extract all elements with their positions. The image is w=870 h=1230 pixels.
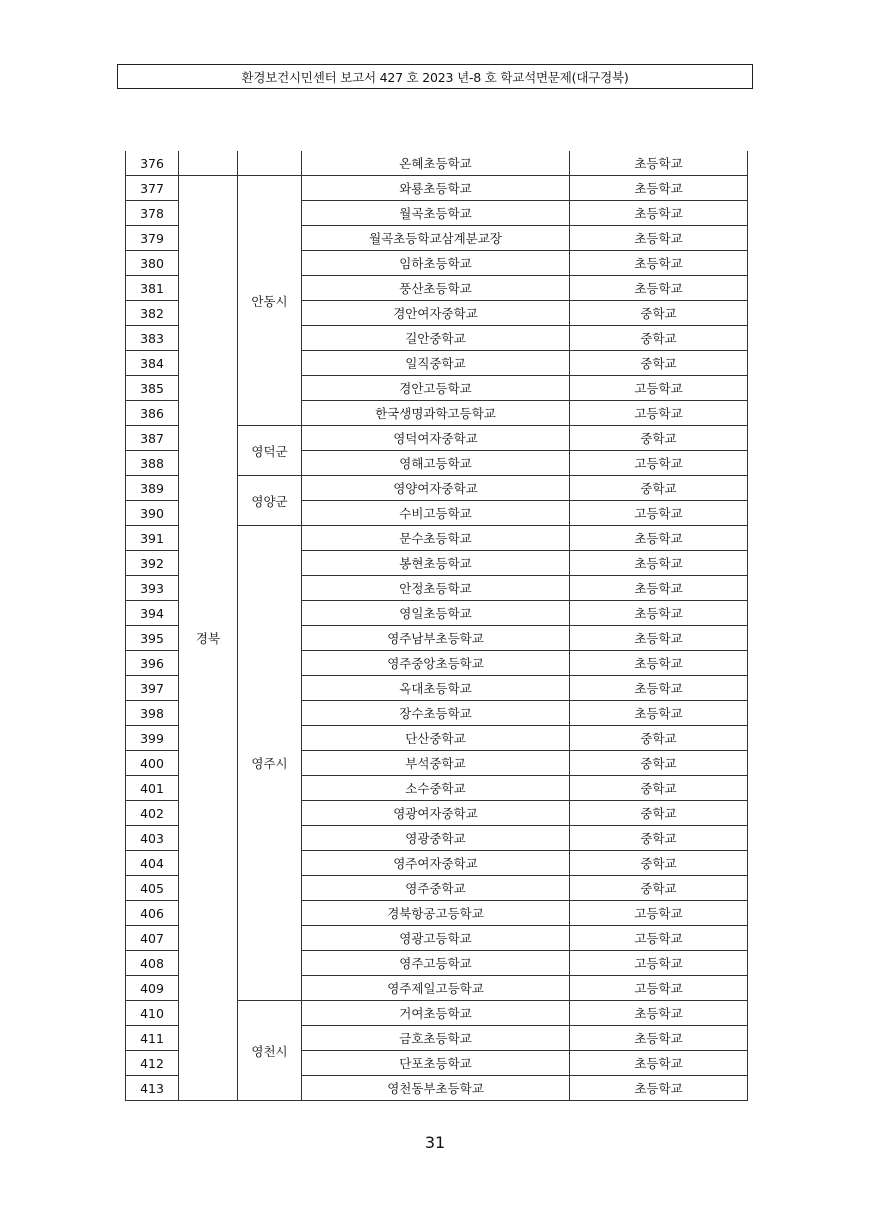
row-number: 388: [126, 451, 179, 476]
school-type: 초등학교: [570, 176, 748, 201]
row-number: 383: [126, 326, 179, 351]
row-number: 406: [126, 901, 179, 926]
row-number: 382: [126, 301, 179, 326]
school-type: 고등학교: [570, 951, 748, 976]
school-type: 초등학교: [570, 601, 748, 626]
row-number: 394: [126, 601, 179, 626]
school-name: 영덕여자중학교: [302, 426, 570, 451]
row-number: 401: [126, 776, 179, 801]
school-type: 초등학교: [570, 276, 748, 301]
school-name: 영광중학교: [302, 826, 570, 851]
school-type: 초등학교: [570, 226, 748, 251]
school-name: 와룡초등학교: [302, 176, 570, 201]
row-number: 387: [126, 426, 179, 451]
school-type: 초등학교: [570, 1051, 748, 1076]
school-type: 중학교: [570, 851, 748, 876]
school-type: 초등학교: [570, 676, 748, 701]
school-name: 경북항공고등학교: [302, 901, 570, 926]
school-name: 수비고등학교: [302, 501, 570, 526]
school-name: 일직중학교: [302, 351, 570, 376]
district-cell: 안동시: [238, 176, 302, 426]
school-name: 단포초등학교: [302, 1051, 570, 1076]
report-title: 환경보건시민센터 보고서 427 호 2023 년-8 호 학교석면문제(대구경북): [241, 69, 629, 85]
table-row: [126, 151, 748, 176]
row-number: 380: [126, 251, 179, 276]
school-type: 초등학교: [570, 1076, 748, 1101]
district-cell: 영덕군: [238, 426, 302, 476]
row-number: 403: [126, 826, 179, 851]
row-number: 381: [126, 276, 179, 301]
row-number: 385: [126, 376, 179, 401]
school-type: 초등학교: [570, 626, 748, 651]
row-number: 411: [126, 1026, 179, 1051]
row-number: 384: [126, 351, 179, 376]
school-name: 월곡초등학교: [302, 201, 570, 226]
school-type: 초등학교: [570, 1001, 748, 1026]
row-number: 405: [126, 876, 179, 901]
row-number: 400: [126, 751, 179, 776]
school-type: 고등학교: [570, 451, 748, 476]
row-number: 389: [126, 476, 179, 501]
row-number: 393: [126, 576, 179, 601]
school-name: 영주중앙초등학교: [302, 651, 570, 676]
school-name: 장수초등학교: [302, 701, 570, 726]
school-type: 중학교: [570, 876, 748, 901]
school-name: 영일초등학교: [302, 601, 570, 626]
row-number: 409: [126, 976, 179, 1001]
school-name: 풍산초등학교: [302, 276, 570, 301]
school-name: 영주고등학교: [302, 951, 570, 976]
school-type: 고등학교: [570, 901, 748, 926]
school-name: 경안고등학교: [302, 376, 570, 401]
school-name: 영천동부초등학교: [302, 1076, 570, 1101]
school-name: 단산중학교: [302, 726, 570, 751]
school-name: 부석중학교: [302, 751, 570, 776]
school-type: 중학교: [570, 726, 748, 751]
school-name: 옥대초등학교: [302, 676, 570, 701]
row-number: 408: [126, 951, 179, 976]
school-type: 중학교: [570, 426, 748, 451]
school-type: 초등학교: [570, 701, 748, 726]
district-cell: 영양군: [238, 476, 302, 526]
page-number: 31: [424, 1133, 446, 1152]
row-number: 392: [126, 551, 179, 576]
school-type: 중학교: [570, 826, 748, 851]
school-type: 초등학교: [570, 551, 748, 576]
row-number: 404: [126, 851, 179, 876]
row-number: 397: [126, 676, 179, 701]
school-type: 초등학교: [570, 1026, 748, 1051]
row-number: 379: [126, 226, 179, 251]
school-name: 온혜초등학교: [302, 151, 570, 176]
region-cell-empty: [179, 151, 238, 176]
school-type: 중학교: [570, 301, 748, 326]
school-name: 영주남부초등학교: [302, 626, 570, 651]
school-name: 영양여자중학교: [302, 476, 570, 501]
school-type: 고등학교: [570, 926, 748, 951]
row-number: 396: [126, 651, 179, 676]
school-type: 초등학교: [570, 151, 748, 176]
school-type: 초등학교: [570, 526, 748, 551]
school-type: 고등학교: [570, 501, 748, 526]
row-number: 410: [126, 1001, 179, 1026]
school-name: 금호초등학교: [302, 1026, 570, 1051]
school-name: 영주여자중학교: [302, 851, 570, 876]
school-type: 중학교: [570, 476, 748, 501]
school-name: 거여초등학교: [302, 1001, 570, 1026]
school-name: 안정초등학교: [302, 576, 570, 601]
row-number: 412: [126, 1051, 179, 1076]
school-type: 중학교: [570, 326, 748, 351]
school-name: 영주제일고등학교: [302, 976, 570, 1001]
school-type: 초등학교: [570, 651, 748, 676]
school-type: 중학교: [570, 776, 748, 801]
school-name: 영주중학교: [302, 876, 570, 901]
school-name: 봉현초등학교: [302, 551, 570, 576]
school-type: 고등학교: [570, 376, 748, 401]
school-name: 영해고등학교: [302, 451, 570, 476]
school-type: 중학교: [570, 801, 748, 826]
school-name: 경안여자중학교: [302, 301, 570, 326]
row-number: 378: [126, 201, 179, 226]
district-cell: 영주시: [238, 526, 302, 1001]
school-type: 고등학교: [570, 976, 748, 1001]
school-name: 영광고등학교: [302, 926, 570, 951]
school-type: 초등학교: [570, 251, 748, 276]
school-type: 초등학교: [570, 576, 748, 601]
school-list-table: [125, 151, 748, 1101]
school-name: 길안중학교: [302, 326, 570, 351]
school-name: 한국생명과학고등학교: [302, 401, 570, 426]
report-header: [117, 64, 753, 89]
school-name: 월곡초등학교삼계분교장: [302, 226, 570, 251]
school-type: 중학교: [570, 751, 748, 776]
row-number: 391: [126, 526, 179, 551]
school-name: 영광여자중학교: [302, 801, 570, 826]
row-number: 386: [126, 401, 179, 426]
school-name: 소수중학교: [302, 776, 570, 801]
school-type: 고등학교: [570, 401, 748, 426]
school-table-body: [126, 151, 748, 1101]
row-number: 395: [126, 626, 179, 651]
row-number: 413: [126, 1076, 179, 1101]
school-name: 임하초등학교: [302, 251, 570, 276]
table-row: [126, 176, 748, 201]
row-number: 407: [126, 926, 179, 951]
school-type: 초등학교: [570, 201, 748, 226]
district-cell: 영천시: [238, 1001, 302, 1101]
row-number: 390: [126, 501, 179, 526]
row-number: 398: [126, 701, 179, 726]
school-name: 문수초등학교: [302, 526, 570, 551]
district-cell: [238, 151, 302, 176]
row-number: 377: [126, 176, 179, 201]
school-type: 중학교: [570, 351, 748, 376]
row-number: 376: [126, 151, 179, 176]
region-cell: 경북: [179, 176, 238, 1101]
row-number: 399: [126, 726, 179, 751]
row-number: 402: [126, 801, 179, 826]
